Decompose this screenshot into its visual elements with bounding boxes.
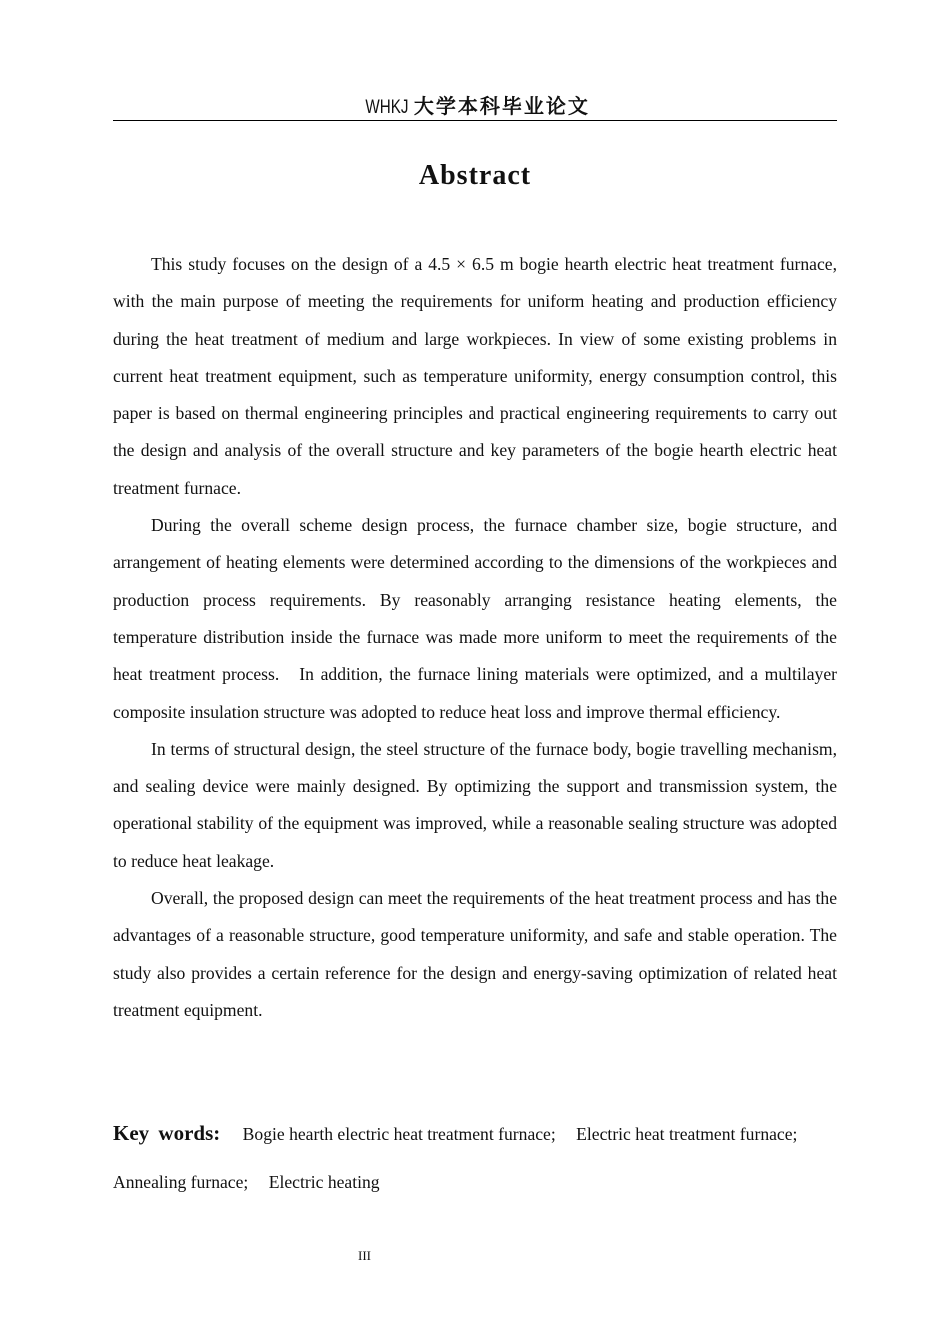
abstract-paragraph-4: Overall, the proposed design can meet the requirements of the heat treatment process and has the advantages of a reasonable structure, good temperature uniformity, and safe and stable operation. The study also provides a certain reference for the design and energy-saving optimization of related heat treatment equipment. [113,888,837,1020]
header-latin: WHKJ [365,97,409,118]
keywords-label: Key words: [113,1121,221,1145]
abstract-body [113,246,837,1029]
keywords-block [113,1109,837,1206]
abstract-paragraph-3: In terms of structural design, the steel structure of the furnace body, bogie travelling mechanism, and sealing device were mainly designed. By optimizing the support and transmission system, the operational stability of the equipment was improved, while a reasonable sealing structure was adopted to reduce heat leakage. [113,738,837,871]
keyword-item: Electric heating [268,1172,380,1192]
page-title: Abstract [418,160,532,191]
abstract-paragraph-1: This study focuses on the design of a 4.5 × 6.5 m bogie hearth electric heat treatment furnace, with the main purpose of meeting the requirements for uniform heating and production efficiency during the heat treatment of medium and large workpieces. In view of some existing problems in current heat treatment equipment, such as temperature uniformity, energy consumption control, this paper is based on thermal engineering principles and practical engineering requirements to carry out the design and analysis of the overall structure and key parameters of the bogie hearth electric heat treatment furnace. [113,254,837,498]
abstract-paragraph-2: During the overall scheme design process, the furnace chamber size, bogie structure, and arrangement of heating elements were determined according to the dimensions of the workpieces and production process requirements. By reasonably arranging resistance heating elements, the temperature distribution inside the furnace was made more uniform to meet the requirements of the heat treatment process. In addition, the furnace lining materials were optimized, and a multilayer composite insulation structure was adopted to reduce heat loss and improve thermal efficiency. [113,515,837,722]
keyword-item: Annealing furnace; [113,1172,249,1192]
keyword-item: Bogie hearth electric heat treatment furnace; [242,1124,556,1144]
running-header [113,92,837,121]
page-number: III [358,1248,371,1263]
header-cjk: 大学本科毕业论文 [413,94,590,118]
keyword-item: Electric heat treatment furnace; [576,1124,798,1144]
